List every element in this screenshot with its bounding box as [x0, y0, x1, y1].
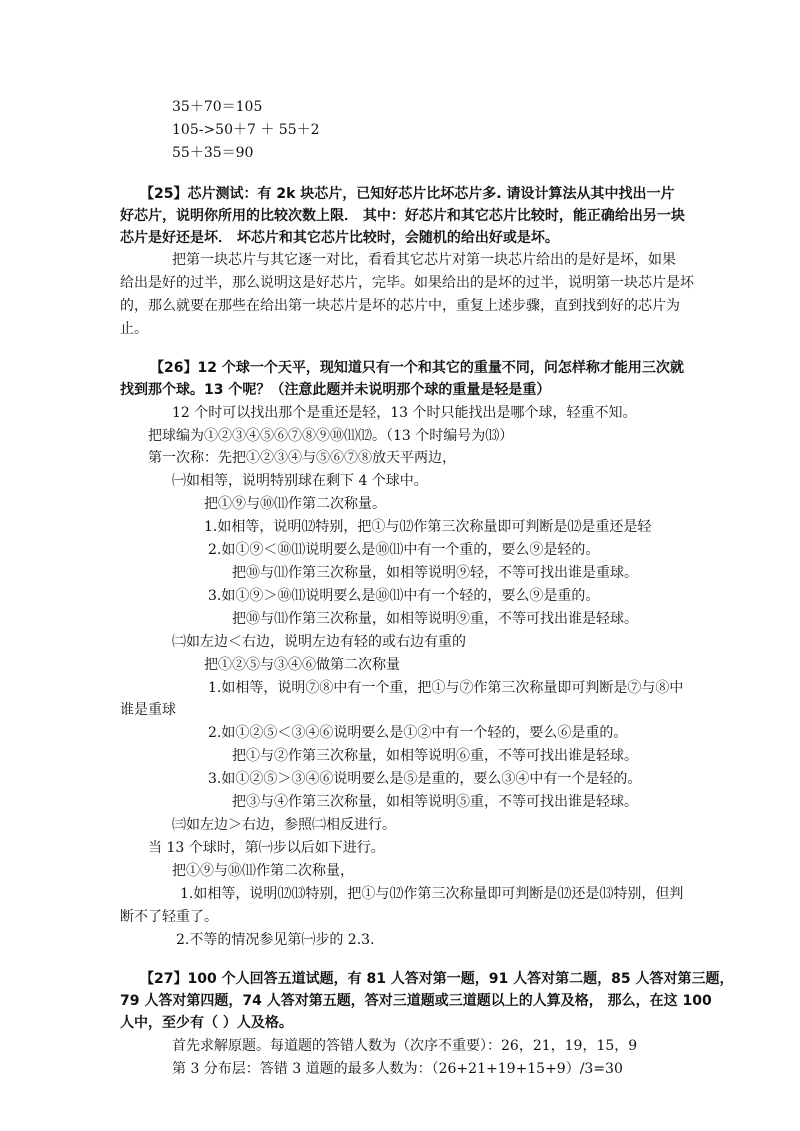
answer-line: 把①②⑤与③④⑥做第二次称量: [204, 657, 400, 673]
answer-line: 2.如①②⑤＜③④⑥说明要么是①②中有一个轻的，要么⑥是重的。: [208, 725, 628, 741]
answer-line: 当 13 个球时，第㈠步以后如下进行。: [148, 840, 385, 856]
answer-line: 1.如相等，说明⑿⒀特别，把①与⑿作第三次称量即可判断是⑿还是⒀特别，但判: [180, 886, 684, 902]
answer-line: 12 个时可以找出那个是重还是轻，13 个时只能找出是哪个球，轻重不知。: [172, 405, 637, 421]
answer-line: 的，那么就要在那些在给出第一块芯片是坏的芯片中，重复上述步骤，直到找到好的芯片为: [120, 298, 680, 314]
answer-line: ㈢如左边＞右边，参照㈡相反进行。: [172, 817, 396, 833]
answer-line: 首先求解原题。每道题的答错人数为（次序不重要）：26，21，19，15，9: [172, 1038, 638, 1054]
question-title: 【26】12 个球一个天平，现知道只有一个和其它的重量不同，问怎样称才能用三次就: [150, 360, 684, 376]
answer-line: 把①⑨与⑩⑾作第二次称量。: [204, 496, 386, 512]
answer-line: 把①与②作第三次称量，如相等说明⑥重，不等可找出谁是轻球。: [232, 748, 638, 764]
answer-line: 把⑩与⑾作第三次称量，如相等说明⑨重，不等可找出谁是轻球。: [232, 611, 638, 627]
answer-line: 2.不等的情况参见第㈠步的 2.3.: [176, 932, 375, 948]
text-line: 105->50＋7 ＋ 55＋2: [172, 122, 320, 138]
question-title: 人中，至少有（ ）人及格。: [120, 1015, 293, 1031]
answer-line: 谁是重球: [120, 702, 176, 718]
answer-line: ㈠如相等，说明特别球在剩下 4 个球中。: [172, 473, 428, 489]
question-title: 芯片是好还是坏． 坏芯片和其它芯片比较时，会随机的给出好或是坏。: [120, 230, 559, 246]
question-title: 【27】100 个人回答五道试题，有 81 人答对第一题，91 人答对第二题，85 人答对第三题，: [140, 971, 734, 987]
answer-line: 把③与④作第三次称量，如相等说明⑤重，不等可找出谁是轻球。: [232, 794, 638, 810]
answer-line: 1.如相等，说明⑿特别，把①与⑿作第三次称量即可判断是⑿是重还是轻: [204, 519, 652, 535]
answer-line: 断不了轻重了。: [120, 909, 218, 925]
answer-line: 3.如①⑨＞⑩⑾说明要么是⑩⑾中有一个轻的，要么⑨是重的。: [208, 588, 600, 604]
answer-line: 把球编为①②③④⑤⑥⑦⑧⑨⑩⑾⑿。（13 个时编号为⒀）: [148, 428, 514, 444]
answer-line: 1.如相等，说明⑦⑧中有一个重，把①与⑦作第三次称量即可判断是⑦与⑧中: [208, 680, 684, 696]
answer-line: 把第一块芯片与其它逐一对比，看看其它芯片对第一块芯片给出的是好是坏，如果: [172, 252, 676, 268]
text-line: 35＋70＝105: [172, 99, 263, 115]
answer-line: ㈡如左边＜右边，说明左边有轻的或右边有重的: [172, 634, 466, 650]
answer-line: 止。: [120, 321, 148, 337]
question-title: 【25】芯片测试：有 2k 块芯片，已知好芯片比坏芯片多. 请设计算法从其中找出一片: [140, 186, 675, 202]
answer-line: 第一次称：先把①②③④与⑤⑥⑦⑧放天平两边，: [148, 450, 456, 466]
answer-line: 给出是好的过半，那么说明这是好芯片，完毕。如果给出的是坏的过半，说明第一块芯片是坏: [120, 275, 694, 291]
answer-line: 把①⑨与⑩⑾作第二次称量，: [172, 863, 354, 879]
answer-line: 把⑩与⑾作第三次称量，如相等说明⑨轻，不等可找出谁是重球。: [232, 565, 638, 581]
answer-line: 第 3 分布层：答错 3 道题的最多人数为：（26+21+19+15+9）/3=30: [172, 1061, 623, 1077]
question-title: 79 人答对第四题，74 人答对第五题，答对三道题或三道题以上的人算及格， 那么，在这 100: [120, 993, 712, 1009]
text-line: 55＋35＝90: [172, 145, 254, 161]
answer-line: 3.如①②⑤＞③④⑥说明要么是⑤是重的，要么③④中有一个是轻的。: [208, 771, 642, 787]
question-title: 找到那个球。13 个呢？（注意此题并未说明那个球的重量是轻是重）: [120, 382, 551, 398]
question-title: 好芯片，说明你所用的比较次数上限． 其中：好芯片和其它芯片比较时，能正确给出另一块: [120, 208, 685, 224]
answer-line: 2.如①⑨＜⑩⑾说明要么是⑩⑾中有一个重的，要么⑨是轻的。: [208, 542, 600, 558]
